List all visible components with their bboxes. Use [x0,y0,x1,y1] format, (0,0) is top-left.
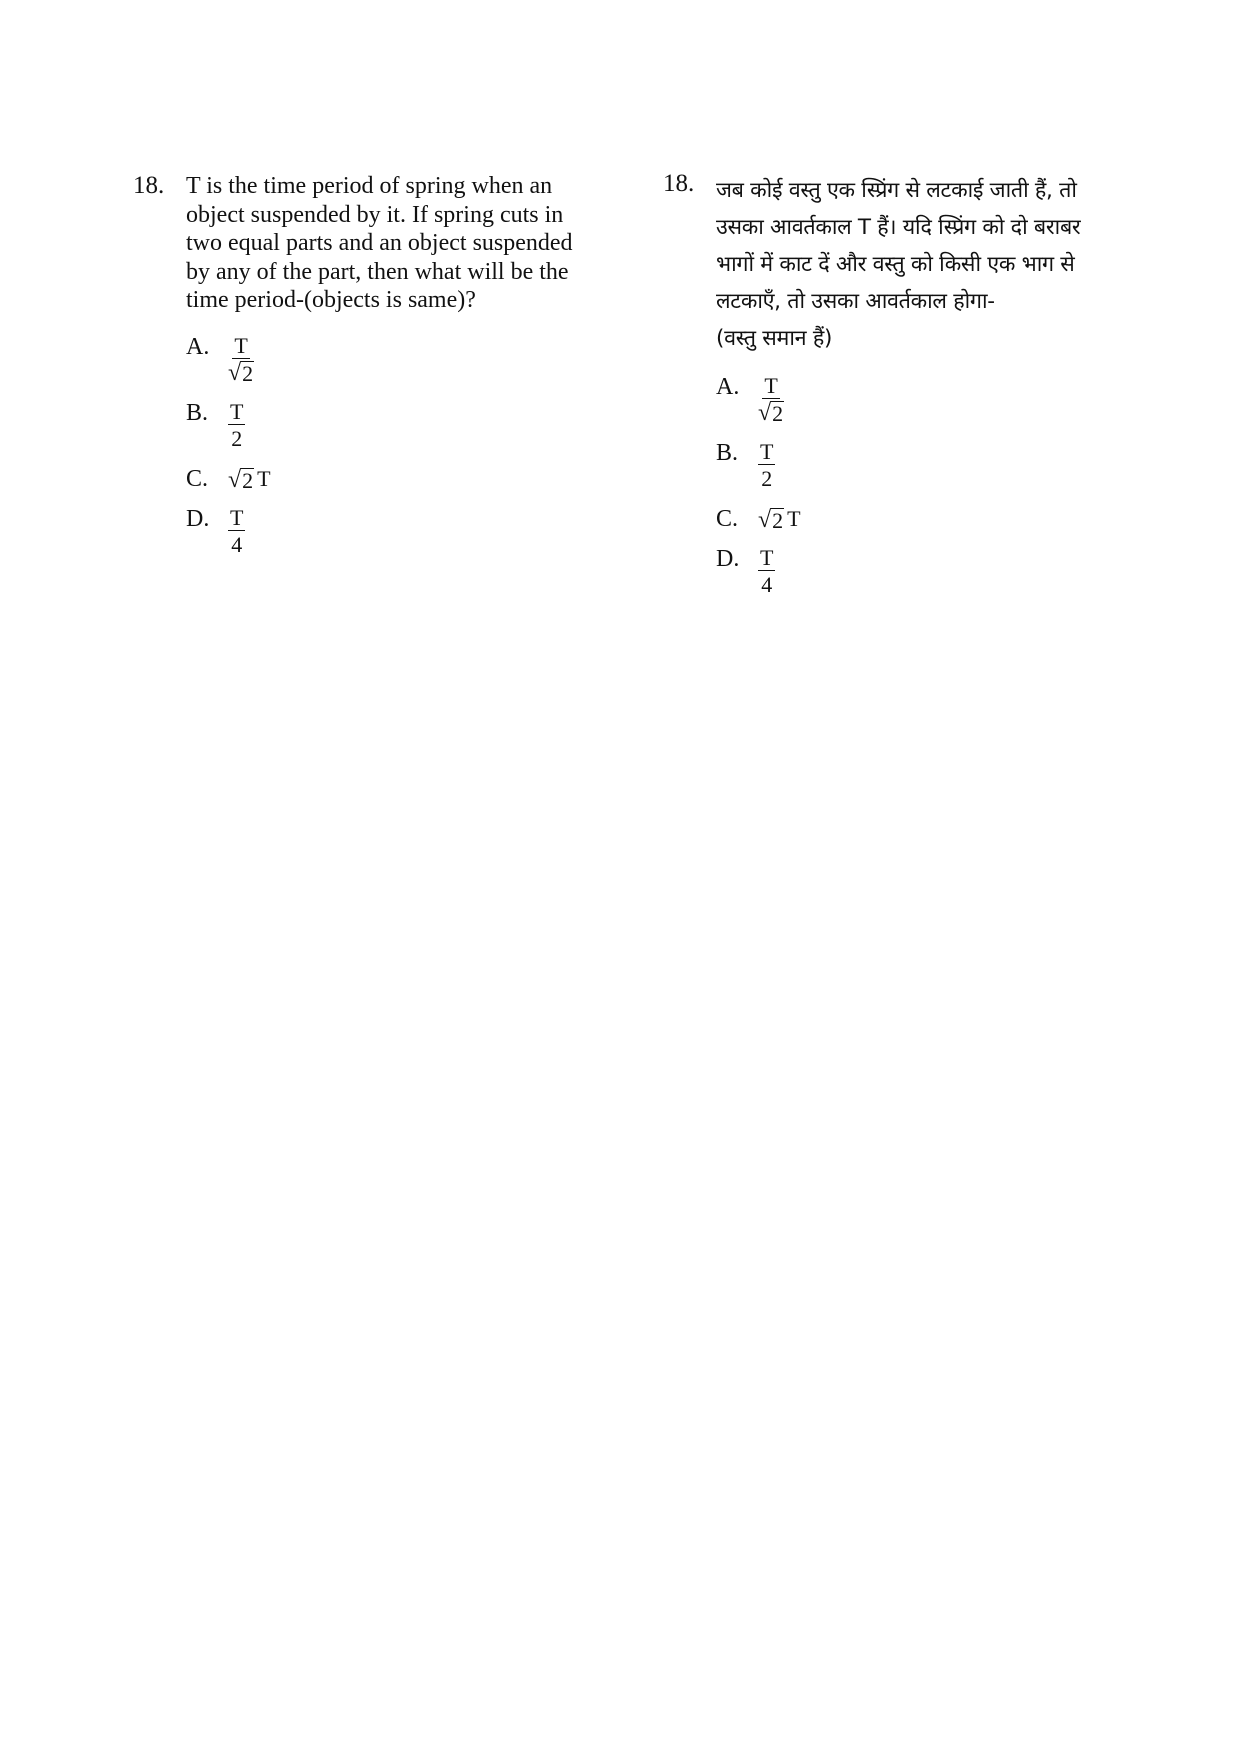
option-d [186,505,603,559]
option-a [716,373,1133,427]
option-c-label: C. [186,465,209,492]
option-c-radicand: 2 [772,508,784,533]
sqrt-expression [228,467,254,493]
sqrt-expression [758,400,784,426]
option-a-fraction [228,333,254,387]
option-c-trailing: T [787,506,801,531]
question-number: 18. [663,170,695,197]
option-c [716,505,1133,533]
option-d-denominator: 4 [761,572,773,597]
options-list [663,373,1133,599]
option-b-fraction [228,399,245,453]
question-block [133,172,603,315]
option-b-fraction [758,439,775,493]
option-c [186,465,603,493]
option-b-denominator: 2 [231,425,243,451]
option-b-numerator: T [230,398,244,424]
option-d-numerator: T [760,545,774,570]
option-b [716,439,1133,493]
option-d-label: D. [716,546,740,572]
option-c-trailing: T [257,465,271,491]
option-a-numerator: T [234,332,248,358]
option-b-denominator: 2 [761,466,773,491]
radical-sign-icon: √ [758,400,772,426]
option-a-numerator: T [764,373,778,398]
option-d [716,545,1133,599]
option-a-label: A. [716,374,740,400]
radical-sign-icon: √ [758,507,772,533]
option-d-fraction [758,545,775,599]
radical-sign-icon: √ [228,466,242,493]
question-block [663,172,1133,357]
sqrt-expression [758,507,784,533]
question-text: जब कोई वस्तु एक स्प्रिंग से लटकाई जाती हैं, तो उसका आवर्तकाल T हैं। यदि स्प्रिंग को दो बराबर भागों में काट दें और वस्तु को किसी एक भाग से लटकाएँ, तो उसका आवर्तकाल होगा- (वस्तु समान हैं) [716,178,1081,351]
option-b [186,399,603,453]
question-hindi [663,172,1133,611]
option-a-denominator [758,399,784,427]
option-b-label: B. [186,399,209,426]
option-d-fraction [228,505,245,559]
option-a-radicand: 2 [242,360,254,386]
option-a-label: A. [186,333,210,360]
question-text: T is the time period of spring when an object suspended by it. If spring cuts in two equal parts and an object suspended by any of the part, then what will be the time period-(objects is same)? [186,173,573,313]
option-a-radicand: 2 [772,401,784,426]
option-c-value [228,465,271,493]
option-a [186,333,603,387]
option-a-fraction [758,373,784,427]
option-c-value [758,505,801,533]
option-d-denominator: 4 [231,531,243,557]
sqrt-expression [228,360,254,386]
option-c-label: C. [716,506,739,532]
option-b-numerator: T [760,439,774,464]
radical-sign-icon: √ [228,359,242,386]
option-a-denominator [228,359,254,387]
question-english [133,172,603,571]
option-d-numerator: T [230,504,244,530]
option-b-label: B. [716,440,739,466]
option-c-radicand: 2 [242,467,254,493]
question-number: 18. [133,172,165,199]
option-d-label: D. [186,505,210,532]
options-list [133,333,603,559]
